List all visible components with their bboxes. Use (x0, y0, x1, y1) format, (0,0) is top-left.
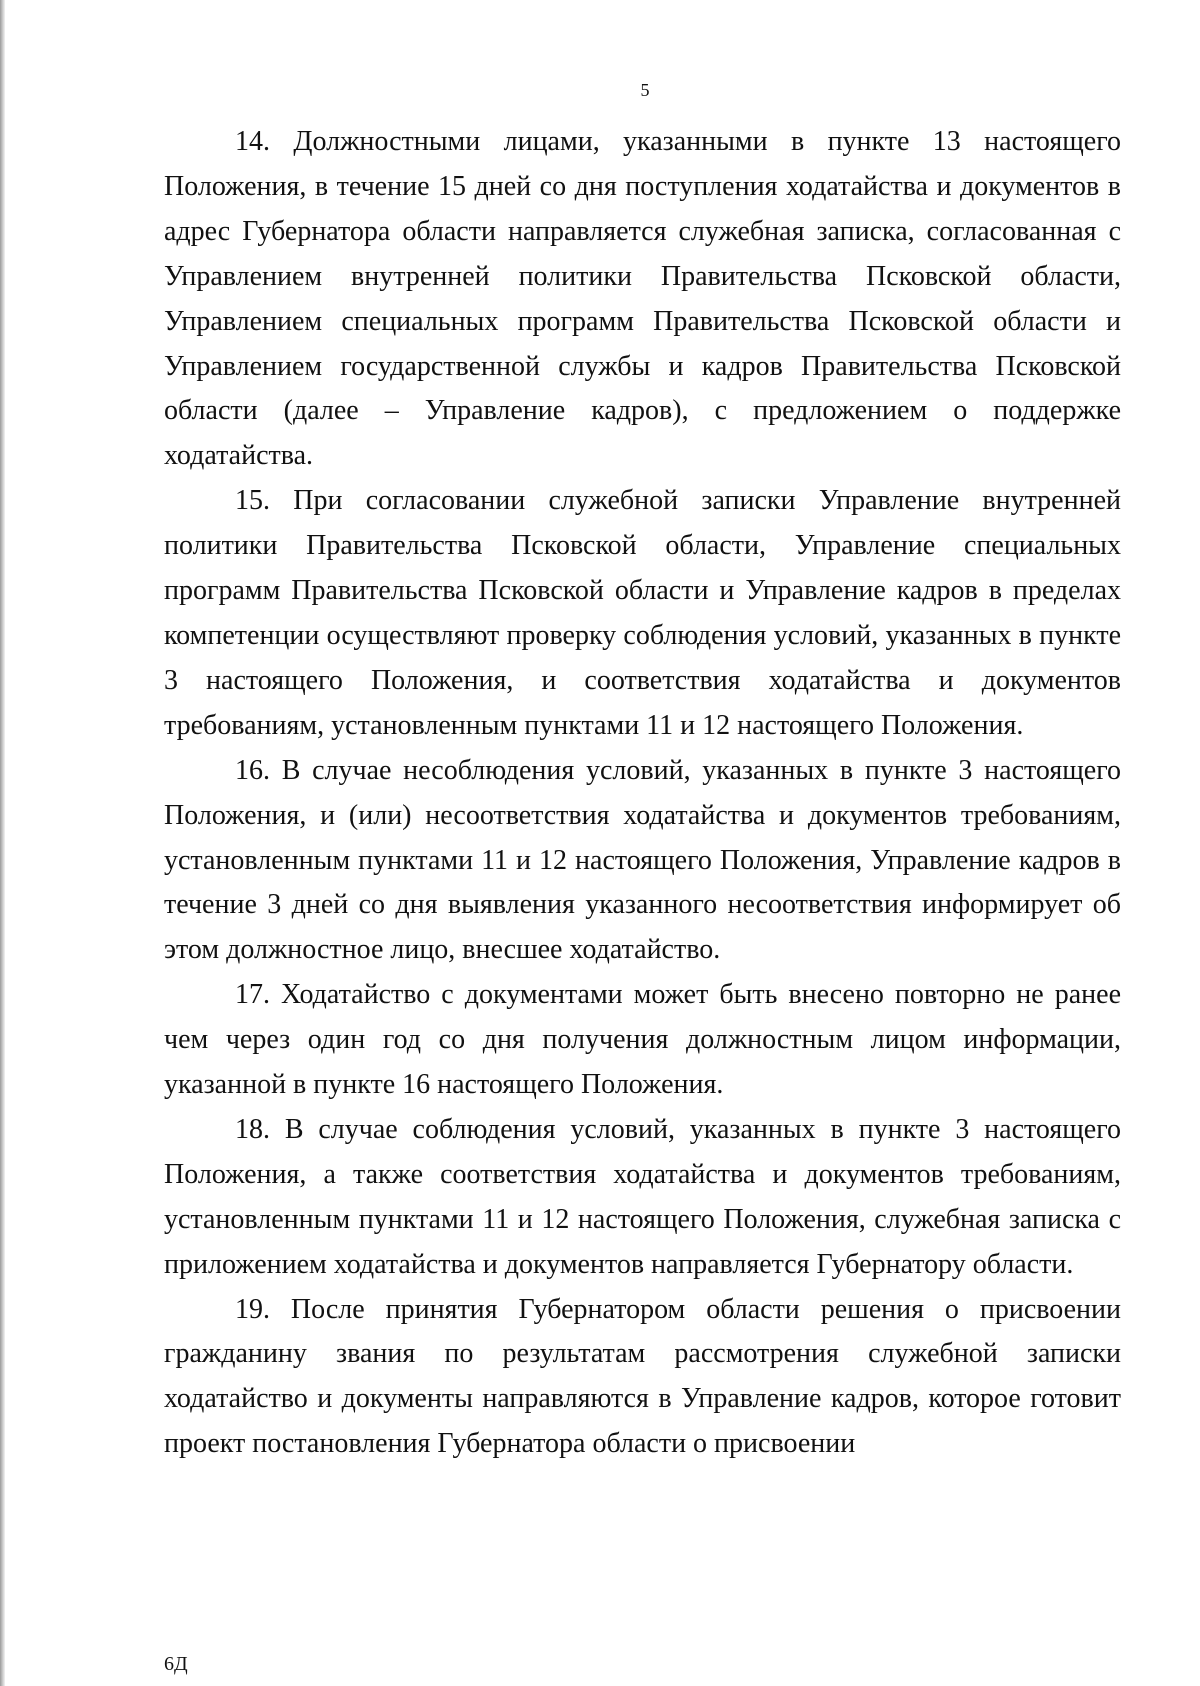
document-body (164, 120, 1121, 1467)
page-number: 5 (640, 80, 650, 100)
paragraph-17: 17. Ходатайство с документами может быть внесено повторно не ранее чем через один год со дня получения должностным лицом информации, указанной в пункте 16 настоящего Положения. (164, 979, 1121, 1101)
scan-edge (0, 0, 5, 1686)
footer-code: 6Д (164, 1653, 188, 1675)
paragraph-19: 19. После принятия Губернатором области решения о присвоении гражданину звания по результатам рассмотрения служебной записки ходатайство и документы направляются в Управление кадров, которое готовит проект постановления Губернатора области о присвоении (164, 1293, 1121, 1460)
paragraph-14: 14. Должностными лицами, указанными в пункте 13 настоящего Положения, в течение 15 дней со дня поступления ходатайства и документов в адрес Губернатора области направляется служебная записка, согласованная с Управлением внутренней политики Правительства Псковской области, Управлением специальных программ Правительства Псковской области и Управлением государственной службы и кадров Правительства Псковской области (далее – Управление кадров), с предложением о поддержке ходатайства. (164, 126, 1121, 472)
paragraph-18: 18. В случае соблюдения условий, указанных в пункте 3 настоящего Положения, а также соответствия ходатайства и документов требованиям, установленным пунктами 11 и 12 настоящего Положения, служебная записка с приложением ходатайства и документов направляется Губернатору области. (164, 1113, 1121, 1280)
paragraph-15: 15. При согласовании служебной записки Управление внутренней политики Правительства Псковской области, Управление специальных программ Правительства Псковской области и Управление кадров в пределах компетенции осуществляют проверку соблюдения условий, указанных в пункте 3 настоящего Положения, и соответствия ходатайства и документов требованиям, установленным пунктами 11 и 12 настоящего Положения. (164, 485, 1121, 741)
paragraph-16: 16. В случае несоблюдения условий, указанных в пункте 3 настоящего Положения, и (или) несоответствия ходатайства и документов требованиям, установленным пунктами 11 и 12 настоящего Положения, Управление кадров в течение 3 дней со дня выявления указанного несоответствия информирует об этом должностное лицо, внесшее ходатайство. (164, 754, 1121, 966)
